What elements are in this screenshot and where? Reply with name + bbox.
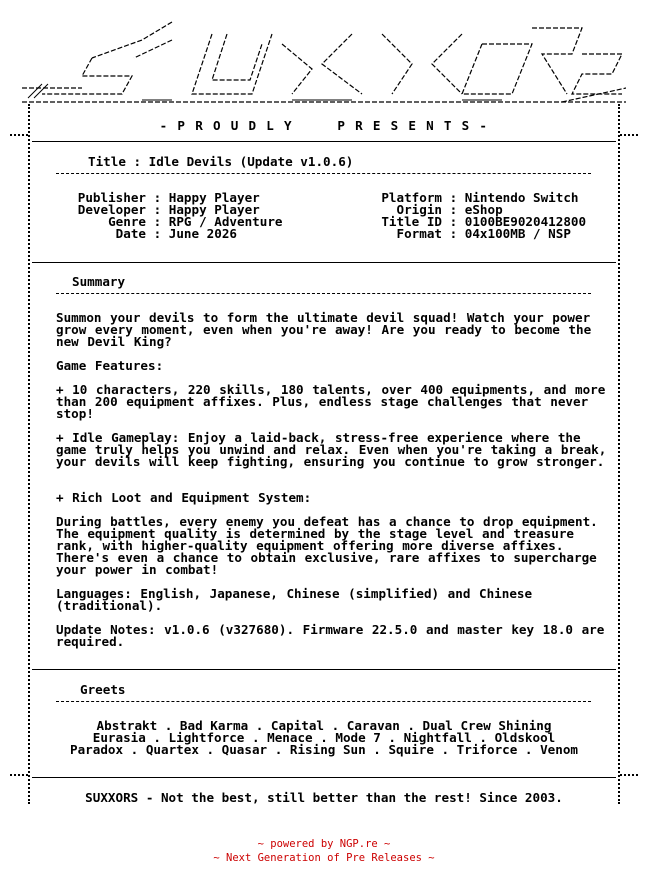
greets-underline bbox=[56, 701, 591, 702]
footer-powered-by[interactable]: ~ powered by NGP.re ~ bbox=[257, 838, 391, 850]
separator bbox=[32, 262, 616, 263]
feature-3: During battles, every enemy you defeat has a chance to drop equipment. The equipment quality is determined by the stage level and treasure rank, with higher-quality equipment offering more diverse affixes. There's even a chance to obtain exclusive, rare affixes to supercharge your power in combat! bbox=[56, 514, 598, 577]
info-key: Format bbox=[396, 226, 442, 241]
separator bbox=[32, 669, 616, 670]
release-title: Title : Idle Devils (Update v1.0.6) bbox=[88, 154, 354, 169]
summary-heading: Summary bbox=[72, 274, 126, 289]
corner-dots-left-top bbox=[10, 134, 28, 136]
left-rail bbox=[28, 104, 30, 804]
summary-underline bbox=[56, 293, 591, 294]
presents-banner: - P R O U D L Y P R E S E N T S - bbox=[159, 118, 489, 133]
corner-dots-right-bottom bbox=[620, 774, 638, 776]
group-tagline: SUXXORS - Not the best, still better than the rest! Since 2003. bbox=[85, 790, 563, 805]
info-key: Origin bbox=[396, 202, 442, 217]
info-value: 0100BE9020412800 bbox=[464, 214, 587, 229]
info-key: Genre bbox=[108, 214, 146, 229]
info-value: eShop bbox=[464, 202, 503, 217]
info-row: Title ID : 0100BE9020412800 bbox=[372, 216, 586, 228]
info-row: Format : 04x100MB / NSP bbox=[372, 228, 586, 240]
corner-dots-right-top bbox=[620, 134, 638, 136]
info-key: Publisher bbox=[77, 190, 146, 205]
title-underline bbox=[56, 173, 591, 174]
summary-intro: Summon your devils to form the ultimate devil squad! Watch your power grow every moment, even when you're away! Are you ready to become the new Devil King? bbox=[56, 310, 592, 349]
separator bbox=[32, 141, 616, 142]
logo-art bbox=[22, 14, 626, 106]
features-heading: Game Features: bbox=[56, 358, 164, 373]
info-key: Date bbox=[115, 226, 146, 241]
corner-dots-left-bottom bbox=[10, 774, 28, 776]
info-value: Happy Player bbox=[168, 202, 260, 217]
feature-1: + 10 characters, 220 skills, 180 talents, over 400 equipments, and more than 200 equipment affixes. Plus, endless stage challenges that never stop! bbox=[56, 382, 606, 421]
info-key: Developer bbox=[77, 202, 146, 217]
info-row: Date : June 2026 bbox=[56, 228, 282, 240]
info-row: Genre : RPG / Adventure bbox=[56, 216, 282, 228]
info-key: Title ID bbox=[381, 214, 442, 229]
info-left bbox=[56, 192, 282, 240]
info-row: Platform : Nintendo Switch bbox=[372, 192, 586, 204]
info-value: 04x100MB / NSP bbox=[464, 226, 571, 241]
right-rail bbox=[618, 104, 620, 804]
greets-heading: Greets bbox=[80, 682, 126, 697]
greets-line: Abstrakt . Bad Karma . Capital . Caravan . Dual Crew Shining bbox=[96, 718, 552, 733]
info-key: Platform bbox=[381, 190, 442, 205]
info-value: June 2026 bbox=[168, 226, 237, 241]
languages: Languages: English, Japanese, Chinese (simplified) and Chinese (traditional). bbox=[56, 586, 533, 613]
update-notes: Update Notes: v1.0.6 (v327680). Firmware 22.5.0 and master key 18.0 are required. bbox=[56, 622, 605, 649]
feature-2: + Idle Gameplay: Enjoy a laid-back, stress-free experience where the game truly helps you unwind and relax. Even when you're taking a break, your devils will keep fighting, ensuring you continue to grow stronger. bbox=[56, 430, 607, 469]
info-row: Developer : Happy Player bbox=[56, 204, 282, 216]
info-right bbox=[372, 192, 586, 240]
footer-ngp[interactable]: ~ Next Generation of Pre Releases ~ bbox=[213, 852, 435, 864]
info-value: Happy Player bbox=[168, 190, 260, 205]
info-row: Publisher : Happy Player bbox=[56, 192, 282, 204]
greets-line: Eurasia . Lightforce . Menace . Mode 7 . Nightfall . Oldskool bbox=[92, 730, 556, 745]
feature-3-heading: + Rich Loot and Equipment System: bbox=[56, 490, 312, 505]
info-value: Nintendo Switch bbox=[464, 190, 579, 205]
info-row: Origin : eShop bbox=[372, 204, 586, 216]
greets-line: Paradox . Quartex . Quasar . Rising Sun . Squire . Triforce . Venom bbox=[70, 742, 578, 757]
info-value: RPG / Adventure bbox=[168, 214, 283, 229]
separator bbox=[32, 777, 616, 778]
group-logo bbox=[22, 14, 626, 106]
